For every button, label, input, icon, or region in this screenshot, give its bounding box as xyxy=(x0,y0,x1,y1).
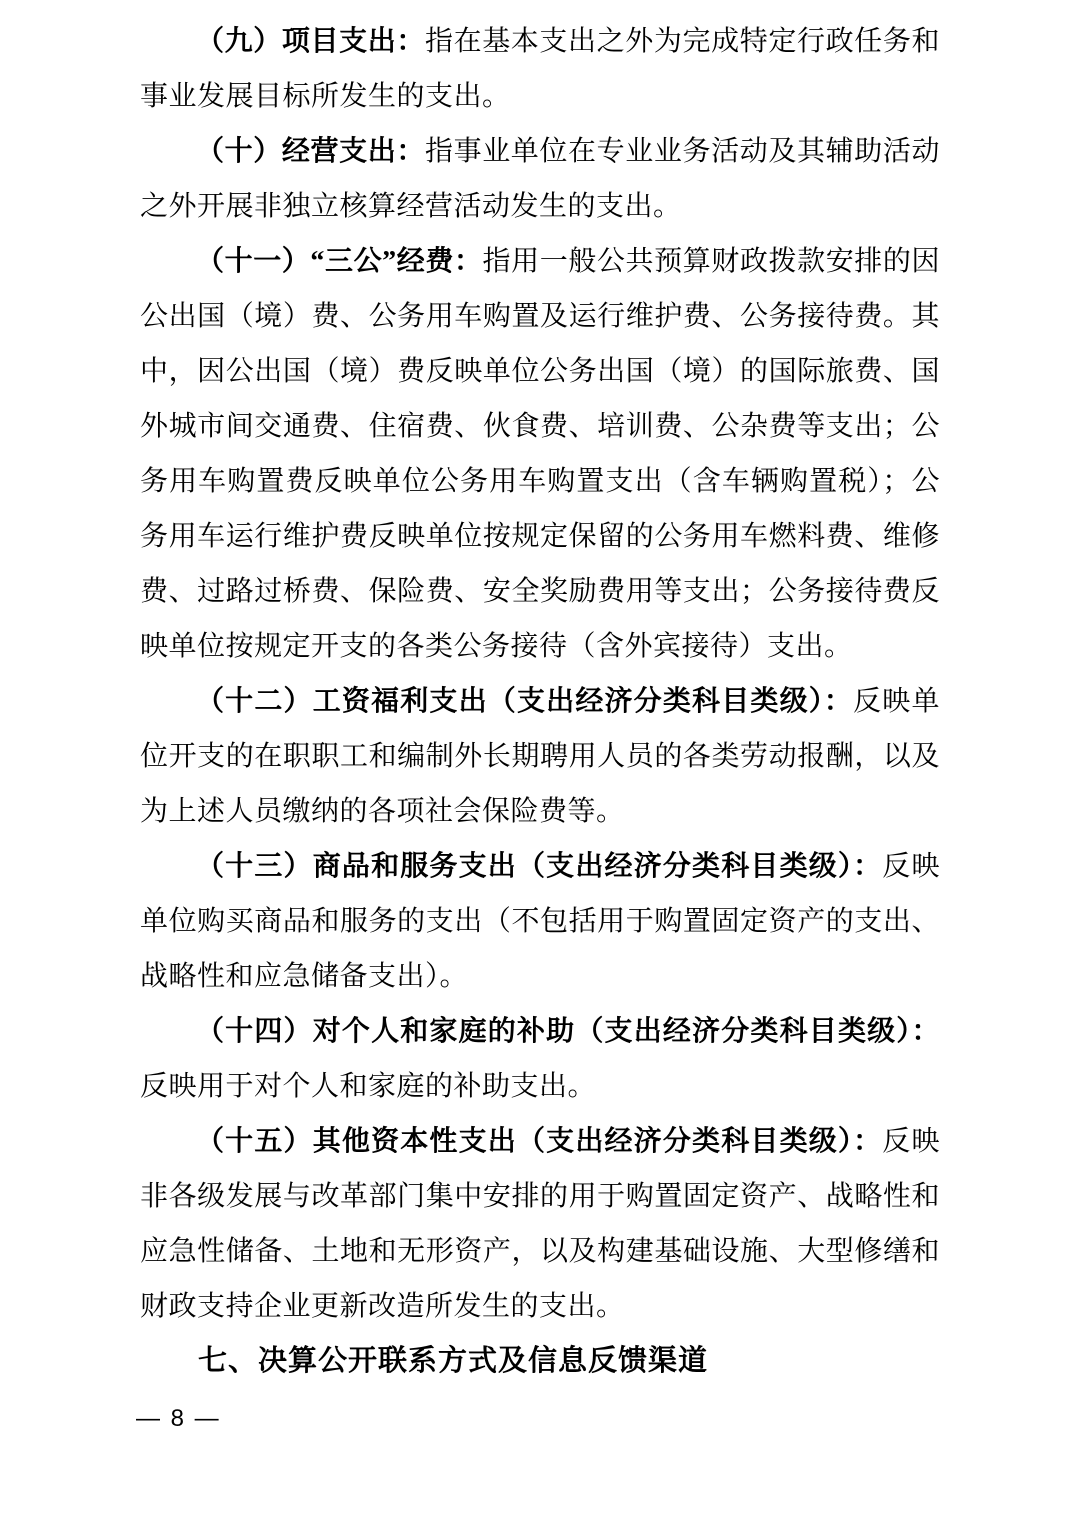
paragraph-lead: （十四）对个人和家庭的补助（支出经济分类科目类级）： xyxy=(196,1016,940,1047)
page-number: — 8 — xyxy=(136,1405,221,1432)
paragraph-text: 反映单位购买商品和服务的支出（不包括用于购置固定资产的支出、战略性和应急储备支出）。 xyxy=(140,851,940,992)
paragraph-item-11 xyxy=(140,234,940,674)
paragraph-text: 指用一般公共预算财政拨款安排的因公出国（境）费、公务用车购置及运行维护费、公务接待费。其中，因公出国（境）费反映单位公务出国（境）的国际旅费、国外城市间交通费、住宿费、伙食费、培训费、公杂费等支出；公务用车购置费反映单位公务用车购置支出（含车辆购置税）；公务用车运行维护费反映单位按规定保留的公务用车燃料费、维修费、过路过桥费、保险费、安全奖励费用等支出；公务接待费反映单位按规定开支的各类公务接待（含外宾接待）支出。 xyxy=(140,246,940,662)
paragraph-lead: （十二）工资福利支出（支出经济分类科目类级）： xyxy=(196,686,854,717)
paragraph-lead: （十三）商品和服务支出（支出经济分类科目类级）： xyxy=(196,851,883,882)
paragraph-item-9 xyxy=(140,14,940,124)
paragraph-item-10 xyxy=(140,124,940,234)
paragraph-item-14 xyxy=(140,1004,940,1114)
paragraph-item-12 xyxy=(140,674,940,839)
paragraph-text: 指事业单位在专业业务活动及其辅助活动之外开展非独立核算经营活动发生的支出。 xyxy=(140,136,940,222)
paragraph-lead: （十一）“三公”经费： xyxy=(196,246,483,277)
paragraph-text: 指在基本支出之外为完成特定行政任务和事业发展目标所发生的支出。 xyxy=(140,26,940,112)
paragraph-item-13 xyxy=(140,839,940,1004)
paragraph-text: 反映单位开支的在职职工和编制外长期聘用人员的各类劳动报酬，以及为上述人员缴纳的各项社会保险费等。 xyxy=(140,686,940,827)
paragraph-lead: （十五）其他资本性支出（支出经济分类科目类级）： xyxy=(196,1126,883,1157)
paragraph-item-15 xyxy=(140,1114,940,1334)
paragraph-text: 反映用于对个人和家庭的补助支出。 xyxy=(140,1071,597,1102)
paragraph-text: 反映非各级发展与改革部门集中安排的用于购置固定资产、战略性和应急性储备、土地和无形资产，以及构建基础设施、大型修缮和财政支持企业更新改造所发生的支出。 xyxy=(140,1126,940,1322)
section-heading: 七、决算公开联系方式及信息反馈渠道 xyxy=(198,1345,709,1377)
paragraph-lead: （十）经营支出： xyxy=(196,136,425,167)
paragraph-lead: （九）项目支出： xyxy=(196,26,425,57)
